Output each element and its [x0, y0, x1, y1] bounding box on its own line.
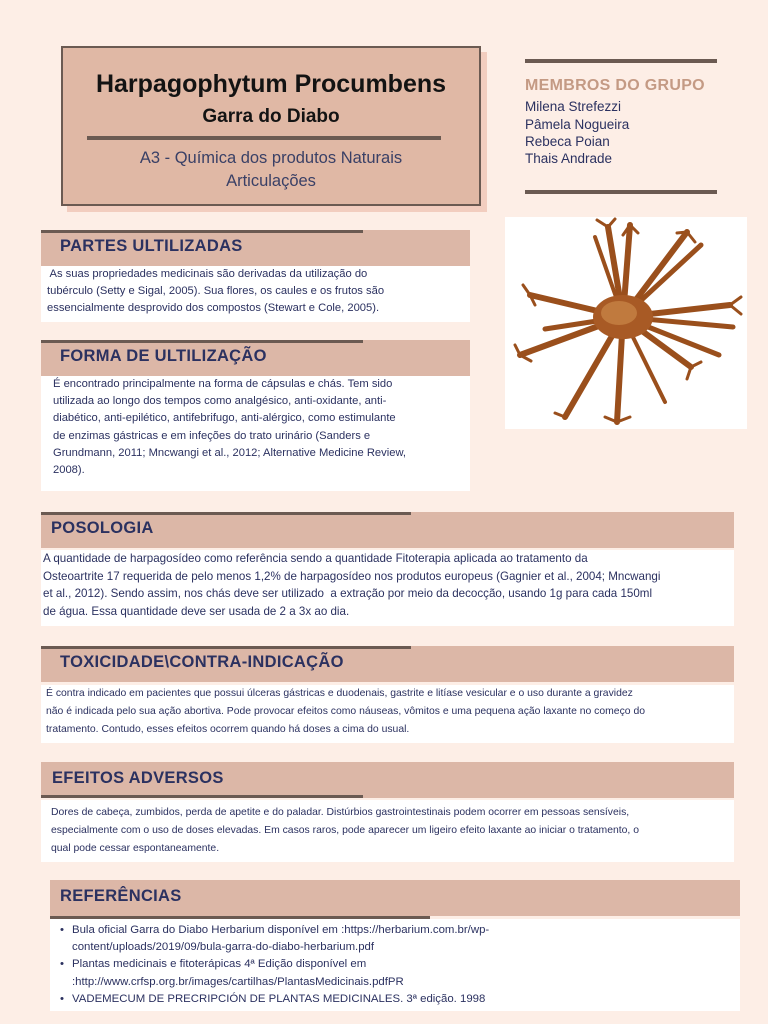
reference-item: [52, 922, 740, 956]
text-line: 2008).: [53, 464, 85, 477]
text-line: utilizada ao longo dos tempos como analgésico, anti-oxidante, anti-: [53, 395, 387, 408]
poster-subtitle: Garra do Diabo: [202, 106, 340, 127]
poster-title: Harpagophytum Procumbens: [95, 70, 447, 98]
member-name: Pâmela Nogueira: [525, 117, 630, 132]
course-line: A3 - Química dos produtos Naturais: [139, 149, 403, 167]
section-body-efeitos: [41, 800, 734, 862]
section-header-referencias: [50, 880, 740, 916]
text-line: tratamento. Contudo, esses efeitos ocorrem quando há doses a cima do usual.: [46, 724, 410, 735]
section-body-partes: [41, 266, 470, 322]
reference-item: [52, 956, 740, 990]
text-line: tubérculo (Setty e Sigal, 2005). Sua flores, os caules e os frutos são: [47, 285, 385, 298]
text-line: et al., 2012). Sendo assim, nos chás deve ser utilizado a extração por meio da decocção, usando 1g para cada 150ml: [43, 587, 653, 601]
section-header-posologia: [41, 512, 734, 548]
section-title: TOXICIDADE\CONTRA-INDICAÇÃO: [60, 653, 344, 671]
section-header-forma: [41, 340, 470, 376]
title-box: [61, 46, 481, 206]
members-top-divider: [525, 59, 717, 63]
members-bottom-divider: [525, 190, 717, 194]
reference-line: • Bula oficial Garra do Diabo Herbarium disponível em :https://herbarium.com.br/wp-: [72, 924, 490, 936]
section-body-forma: [41, 376, 470, 491]
section-body-posologia: [41, 550, 734, 626]
section-title: PARTES ULTILIZADAS: [60, 237, 243, 255]
section-title: EFEITOS ADVERSOS: [52, 769, 224, 787]
text-line: essencialmente desprovido dos compostos (Stewart e Cole, 2005).: [47, 302, 380, 315]
text-line: diabético, anti-epilético, antifebrifugo, anti-alérgico, como estimulante: [53, 412, 396, 425]
section-title: REFERÊNCIAS: [60, 887, 182, 905]
text-line: não é indicada pelo sua ação abortiva. Pode provocar efeitos como náuseas, vômitos e uma pequena ação laxante no começo do: [46, 706, 646, 717]
member-name: Milena Strefezzi: [525, 99, 622, 114]
section-header-efeitos: [41, 762, 734, 798]
reference-item: [52, 991, 740, 1008]
text-line: de enzimas gástricas e em infeções do trato urinário (Sanders e: [53, 429, 371, 442]
text-line: qual pode cessar espontaneamente.: [51, 843, 220, 854]
section-body-referencias: [50, 919, 740, 1011]
section-body-toxicidade: [41, 685, 734, 743]
text-line: As suas propriedades medicinais são derivadas da utilização do: [47, 268, 368, 280]
text-line: Grundmann, 2011; Mncwangi et al., 2012; Alternative Medicine Review,: [53, 446, 407, 459]
section-title: POSOLOGIA: [51, 519, 154, 537]
reference-line: • VADEMECUM DE PRECRIPCIÓN DE PLANTAS MEDICINALES. 3ª edição. 1998: [72, 992, 486, 1005]
text-line: É encontrado principalmente na forma de cápsulas e chás. Tem sido: [53, 378, 393, 390]
reference-line: :http://www.crfsp.org.br/images/cartilhas/PlantasMedicinais.pdfPR: [72, 975, 404, 988]
member-name: Thais Andrade: [525, 151, 613, 166]
text-line: Dores de cabeça, zumbidos, perda de apetite e do paladar. Distúrbios gastrointestinais podem ocorrer em pessoas sensíveis,: [51, 807, 630, 818]
section-header-partes: [41, 230, 470, 266]
plant-photo: [505, 217, 747, 429]
text-line: A quantidade de harpagosídeo como referência sendo a quantidade Fitoterapia aplicada ao tratamento da: [43, 552, 588, 565]
section-title: FORMA DE ULTILIZAÇÃO: [60, 347, 267, 365]
reference-line: content/uploads/2019/09/bula-garra-do-diabo-herbarium.pdf: [72, 941, 375, 954]
references-list: [52, 922, 740, 1008]
text-line: Osteoartrite 17 requerida de pelo menos 1,2% de harpagosídeo nos produtos europeus (Gagnier et al., 2004; Mncwangi: [43, 569, 661, 583]
reference-line: • Plantas medicinais e fitoterápicas 4ª Edição disponível em: [72, 958, 367, 971]
text-line: É contra indicado em pacientes que possui úlceras gástricas e duodenais, gastrite e litíase vesicular e o uso durante a gravidez: [46, 688, 633, 699]
member-name: Rebeca Poian: [525, 134, 610, 149]
section-header-toxicidade: [41, 646, 734, 682]
text-line: de água. Essa quantidade deve ser usada de 2 a 3x ao dia.: [43, 604, 350, 618]
topic-line: Articulações: [226, 172, 316, 190]
title-divider: [87, 136, 441, 140]
members-heading: MEMBROS DO GRUPO: [525, 77, 705, 94]
text-line: especialmente com o uso de doses elevadas. Em casos raros, pode aparecer um ligeiro efeito laxante ao iniciar o tratamento, o: [51, 825, 639, 836]
